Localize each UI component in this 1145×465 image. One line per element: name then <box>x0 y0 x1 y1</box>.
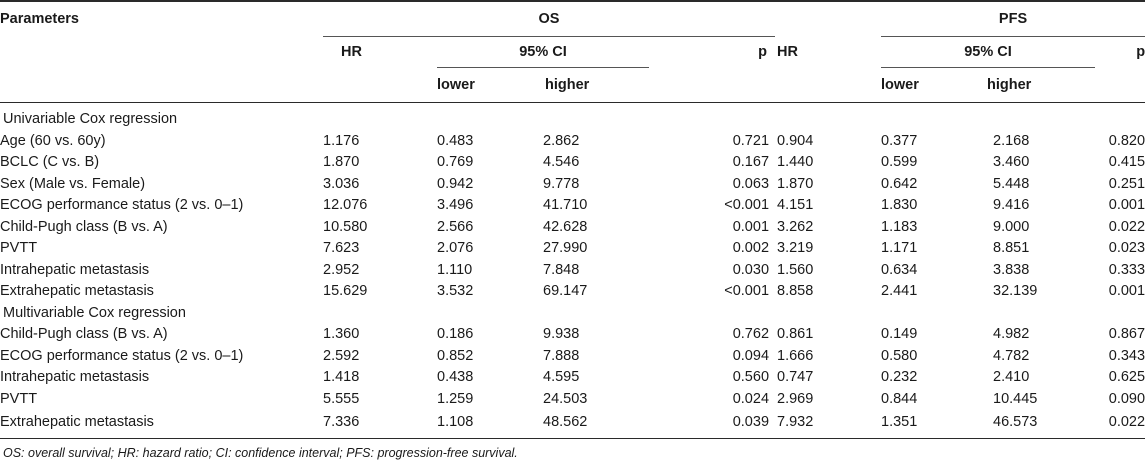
section-header-row <box>0 103 1145 131</box>
os-higher-cell: 9.938 <box>543 326 580 343</box>
pfs-lower-cell: 2.441 <box>881 283 918 300</box>
os-higher-cell: 48.562 <box>543 413 588 430</box>
pfs-higher-cell: 2.168 <box>993 132 1030 149</box>
header-os: OS <box>323 1 775 37</box>
table-row <box>0 195 1145 217</box>
os-hr-cell: 1.418 <box>323 369 360 386</box>
table-header <box>0 1 1145 103</box>
table-row <box>0 173 1145 195</box>
pfs-p-cell: 0.090 <box>1108 390 1145 407</box>
table-row <box>0 410 1145 437</box>
os-lower-cell: 0.769 <box>437 154 474 171</box>
os-p-cell: 0.063 <box>732 175 770 192</box>
pfs-higher-cell: 2.410 <box>993 369 1030 386</box>
pfs-p-cell: 0.333 <box>1108 261 1145 278</box>
param-cell: ECOG performance status (2 vs. 0–1) <box>0 347 244 364</box>
table-bottom-rule <box>0 438 1145 439</box>
param-cell: Intrahepatic metastasis <box>0 369 150 386</box>
pfs-lower-cell: 0.232 <box>881 369 918 386</box>
pfs-higher-cell: 4.982 <box>993 326 1030 343</box>
table-row <box>0 324 1145 346</box>
pfs-hr-cell: 4.151 <box>777 197 814 214</box>
os-higher-cell: 27.990 <box>543 240 588 257</box>
os-hr-cell: 12.076 <box>323 197 368 214</box>
pfs-p-cell: 0.022 <box>1108 413 1145 430</box>
pfs-lower-cell: 0.149 <box>881 326 918 343</box>
os-p-cell: 0.094 <box>732 347 770 364</box>
table-row <box>0 152 1145 174</box>
pfs-lower-cell: 0.377 <box>881 132 918 149</box>
param-cell: Age (60 vs. 60y) <box>0 132 106 149</box>
pfs-hr-cell: 0.904 <box>777 132 814 149</box>
os-lower-cell: 0.483 <box>437 132 474 149</box>
header-os-ci: 95% CI <box>437 37 649 68</box>
pfs-p-cell: 0.415 <box>1108 154 1145 171</box>
os-higher-cell: 24.503 <box>543 390 588 407</box>
os-p-cell: 0.762 <box>732 326 770 343</box>
os-p-cell: 0.001 <box>732 218 770 235</box>
table-row <box>0 388 1145 410</box>
pfs-higher-cell: 9.416 <box>993 197 1030 214</box>
header-pfs-hr: HR <box>777 44 798 60</box>
os-p-cell: 0.721 <box>732 132 770 149</box>
table-row <box>0 130 1145 152</box>
pfs-hr-cell: 8.858 <box>777 283 814 300</box>
os-hr-cell: 7.623 <box>323 240 360 257</box>
os-p-cell: 0.030 <box>732 261 770 278</box>
table-row <box>0 367 1145 389</box>
os-lower-cell: 2.566 <box>437 218 474 235</box>
os-p-cell: 0.024 <box>732 390 770 407</box>
os-lower-cell: 0.852 <box>437 347 474 364</box>
pfs-hr-cell: 3.262 <box>777 218 814 235</box>
pfs-higher-cell: 32.139 <box>993 283 1038 300</box>
os-hr-cell: 1.360 <box>323 326 360 343</box>
pfs-higher-cell: 10.445 <box>993 390 1038 407</box>
header-os-hr: HR <box>341 44 362 61</box>
header-os-lower: lower <box>437 77 475 93</box>
pfs-higher-cell: 3.838 <box>993 261 1030 278</box>
param-cell: PVTT <box>0 240 38 257</box>
pfs-higher-cell: 4.782 <box>993 347 1030 364</box>
param-cell: ECOG performance status (2 vs. 0–1) <box>0 197 244 214</box>
pfs-hr-cell: 0.861 <box>777 326 814 343</box>
param-cell: Child-Pugh class (B vs. A) <box>0 326 168 343</box>
os-p-cell: <0.001 <box>724 283 770 300</box>
pfs-p-cell: 0.001 <box>1108 283 1145 300</box>
param-cell: Intrahepatic metastasis <box>0 261 150 278</box>
os-hr-cell: 1.870 <box>323 154 360 171</box>
table-body <box>0 103 1145 437</box>
os-higher-cell: 41.710 <box>543 197 588 214</box>
header-pfs: PFS <box>881 1 1145 37</box>
header-os-p: p <box>758 44 768 61</box>
pfs-lower-cell: 0.844 <box>881 390 918 407</box>
pfs-hr-cell: 1.560 <box>777 261 814 278</box>
os-higher-cell: 7.848 <box>543 261 580 278</box>
pfs-hr-cell: 3.219 <box>777 240 814 257</box>
os-lower-cell: 3.532 <box>437 283 474 300</box>
table-footnote: OS: overall survival; HR: hazard ratio; CI: confidence interval; PFS: progression-free survival. <box>3 446 518 460</box>
os-hr-cell: 1.176 <box>323 132 360 149</box>
os-hr-cell: 3.036 <box>323 175 360 192</box>
os-lower-cell: 1.259 <box>437 390 474 407</box>
pfs-higher-cell: 9.000 <box>993 218 1030 235</box>
os-lower-cell: 0.942 <box>437 175 474 192</box>
os-hr-cell: 5.555 <box>323 390 360 407</box>
pfs-hr-cell: 7.932 <box>777 413 814 430</box>
os-lower-cell: 3.496 <box>437 197 474 214</box>
pfs-lower-cell: 1.183 <box>881 218 918 235</box>
os-lower-cell: 1.108 <box>437 413 474 430</box>
os-lower-cell: 2.076 <box>437 240 474 257</box>
pfs-p-cell: 0.251 <box>1108 175 1145 192</box>
os-higher-cell: 4.546 <box>543 154 580 171</box>
param-cell: Sex (Male vs. Female) <box>0 175 146 192</box>
table-row <box>0 238 1145 260</box>
os-hr-cell: 15.629 <box>323 283 368 300</box>
os-p-cell: 0.002 <box>732 240 770 257</box>
pfs-hr-cell: 2.969 <box>777 390 814 407</box>
pfs-hr-cell: 1.870 <box>777 175 814 192</box>
param-cell: BCLC (C vs. B) <box>0 154 100 171</box>
table-row <box>0 259 1145 281</box>
os-higher-cell: 2.862 <box>543 132 580 149</box>
pfs-p-cell: 0.023 <box>1108 240 1145 257</box>
pfs-p-cell: 0.022 <box>1108 218 1145 235</box>
table-row <box>0 281 1145 303</box>
os-hr-cell: 10.580 <box>323 218 368 235</box>
header-os-higher: higher <box>545 77 590 93</box>
section-header-row <box>0 302 1145 324</box>
pfs-lower-cell: 1.830 <box>881 197 918 214</box>
os-higher-cell: 7.888 <box>543 347 580 364</box>
pfs-p-cell: 0.343 <box>1108 347 1145 364</box>
os-p-cell: 0.039 <box>732 413 770 430</box>
os-lower-cell: 1.110 <box>437 261 473 278</box>
os-p-cell: 0.167 <box>732 154 770 171</box>
header-pfs-higher: higher <box>987 77 1032 93</box>
table-row <box>0 216 1145 238</box>
os-lower-cell: 0.186 <box>437 326 474 343</box>
pfs-higher-cell: 3.460 <box>993 154 1030 171</box>
os-higher-cell: 4.595 <box>543 369 580 386</box>
pfs-p-cell: 0.001 <box>1108 197 1145 214</box>
os-hr-cell: 7.336 <box>323 413 360 430</box>
pfs-p-cell: 0.820 <box>1108 132 1145 149</box>
pfs-higher-cell: 5.448 <box>993 175 1030 192</box>
os-hr-cell: 2.952 <box>323 261 360 278</box>
pfs-lower-cell: 0.599 <box>881 154 918 171</box>
os-higher-cell: 69.147 <box>543 283 588 300</box>
pfs-lower-cell: 1.171 <box>881 240 918 257</box>
pfs-lower-cell: 0.580 <box>881 347 918 364</box>
header-pfs-lower: lower <box>881 77 919 93</box>
os-higher-cell: 42.628 <box>543 218 588 235</box>
param-cell: Extrahepatic metastasis <box>0 413 154 430</box>
pfs-p-cell: 0.867 <box>1108 326 1145 343</box>
header-parameters: Parameters <box>0 11 79 28</box>
pfs-lower-cell: 1.351 <box>881 413 918 430</box>
pfs-hr-cell: 0.747 <box>777 369 814 386</box>
param-cell: PVTT <box>0 390 38 407</box>
os-p-cell: <0.001 <box>724 197 770 214</box>
os-higher-cell: 9.778 <box>543 175 580 192</box>
pfs-higher-cell: 46.573 <box>993 413 1038 430</box>
param-cell: Child-Pugh class (B vs. A) <box>0 218 168 235</box>
header-pfs-p: p <box>1136 44 1145 61</box>
pfs-lower-cell: 0.642 <box>881 175 918 192</box>
pfs-higher-cell: 8.851 <box>993 240 1030 257</box>
os-p-cell: 0.560 <box>732 369 770 386</box>
section-title: Univariable Cox regression <box>3 110 178 127</box>
pfs-hr-cell: 1.440 <box>777 154 814 171</box>
header-pfs-ci: 95% CI <box>881 37 1095 68</box>
os-hr-cell: 2.592 <box>323 347 360 364</box>
pfs-lower-cell: 0.634 <box>881 261 918 278</box>
pfs-p-cell: 0.625 <box>1108 369 1145 386</box>
section-title: Multivariable Cox regression <box>3 304 186 321</box>
os-lower-cell: 0.438 <box>437 369 474 386</box>
pfs-hr-cell: 1.666 <box>777 347 814 364</box>
param-cell: Extrahepatic metastasis <box>0 283 154 300</box>
table-row <box>0 345 1145 367</box>
